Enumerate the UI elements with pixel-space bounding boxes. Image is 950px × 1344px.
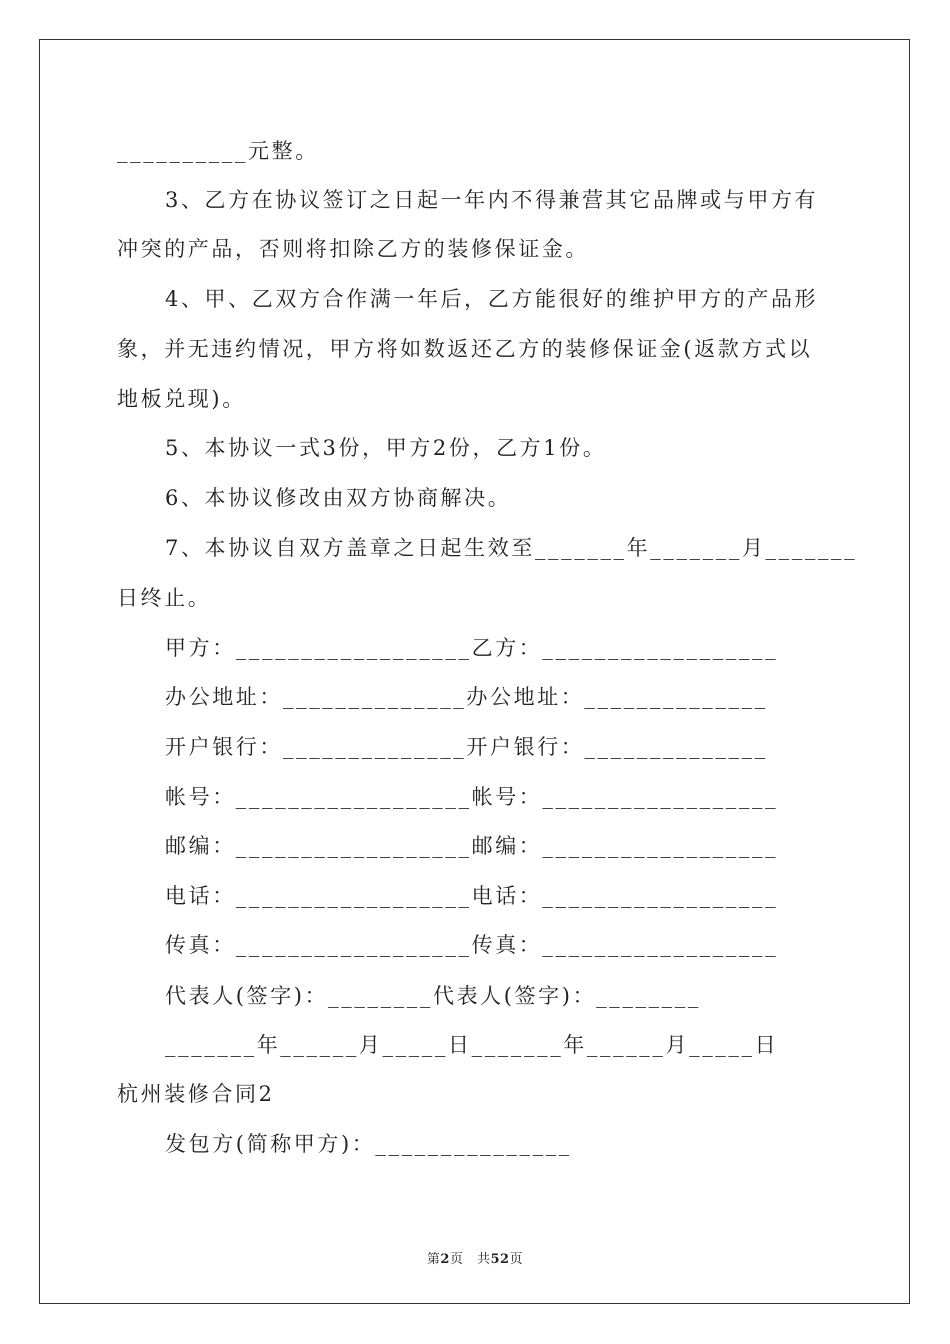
bank-line: 开户银行：______________开户银行：______________ [165,735,768,759]
text-line: 冲突的产品，否则将扣除乙方的装修保证金。 [117,237,589,261]
clause-6: 6、本协议修改由双方协商解决。 [165,486,512,510]
page-footer [0,1248,950,1267]
date-line: _______年______月_____日_______年______月_____日 [165,1033,779,1057]
text-line: 地板兑现)。 [117,387,246,411]
footer-mid: 页 共 [449,1252,491,1267]
postcode-line: 邮编：__________________邮编：__________________ [165,834,779,858]
clause-5: 5、本协议一式3份，甲方2份，乙方1份。 [165,436,607,460]
phone-line: 电话：__________________电话：__________________ [165,884,779,908]
clause-3: 3、乙方在协议签订之日起一年内不得兼营其它品牌或与甲方有 [165,188,819,212]
clause-7: 7、本协议自双方盖章之日起生效至_______年_______月_______ [165,536,858,560]
clause-4: 4、甲、乙双方合作满一年后，乙方能很好的维护甲方的产品形 [165,287,819,311]
signature-line: 代表人(签字)：________代表人(签字)：________ [165,984,701,1008]
footer-suffix: 页 [509,1252,524,1267]
footer-total-pages: 52 [490,1252,510,1267]
footer-page-number: 2 [440,1252,450,1267]
contractor-line: 发包方(简称甲方)：_______________ [165,1132,572,1156]
fax-line: 传真：__________________传真：__________________ [165,933,779,957]
footer-prefix: 第 [426,1252,441,1267]
text-line: 象，并无违约情况，甲方将如数返还乙方的装修保证金(返款方式以 [117,337,813,361]
address-line: 办公地址：______________办公地址：______________ [165,685,768,709]
account-line: 帐号：__________________帐号：__________________ [165,785,779,809]
text-line: __________元整。 [117,139,319,163]
section-heading: 杭州装修合同2 [117,1082,275,1106]
page-border [39,39,910,1304]
party-line: 甲方：__________________乙方：__________________ [165,636,779,660]
text-line: 日终止。 [117,586,212,610]
